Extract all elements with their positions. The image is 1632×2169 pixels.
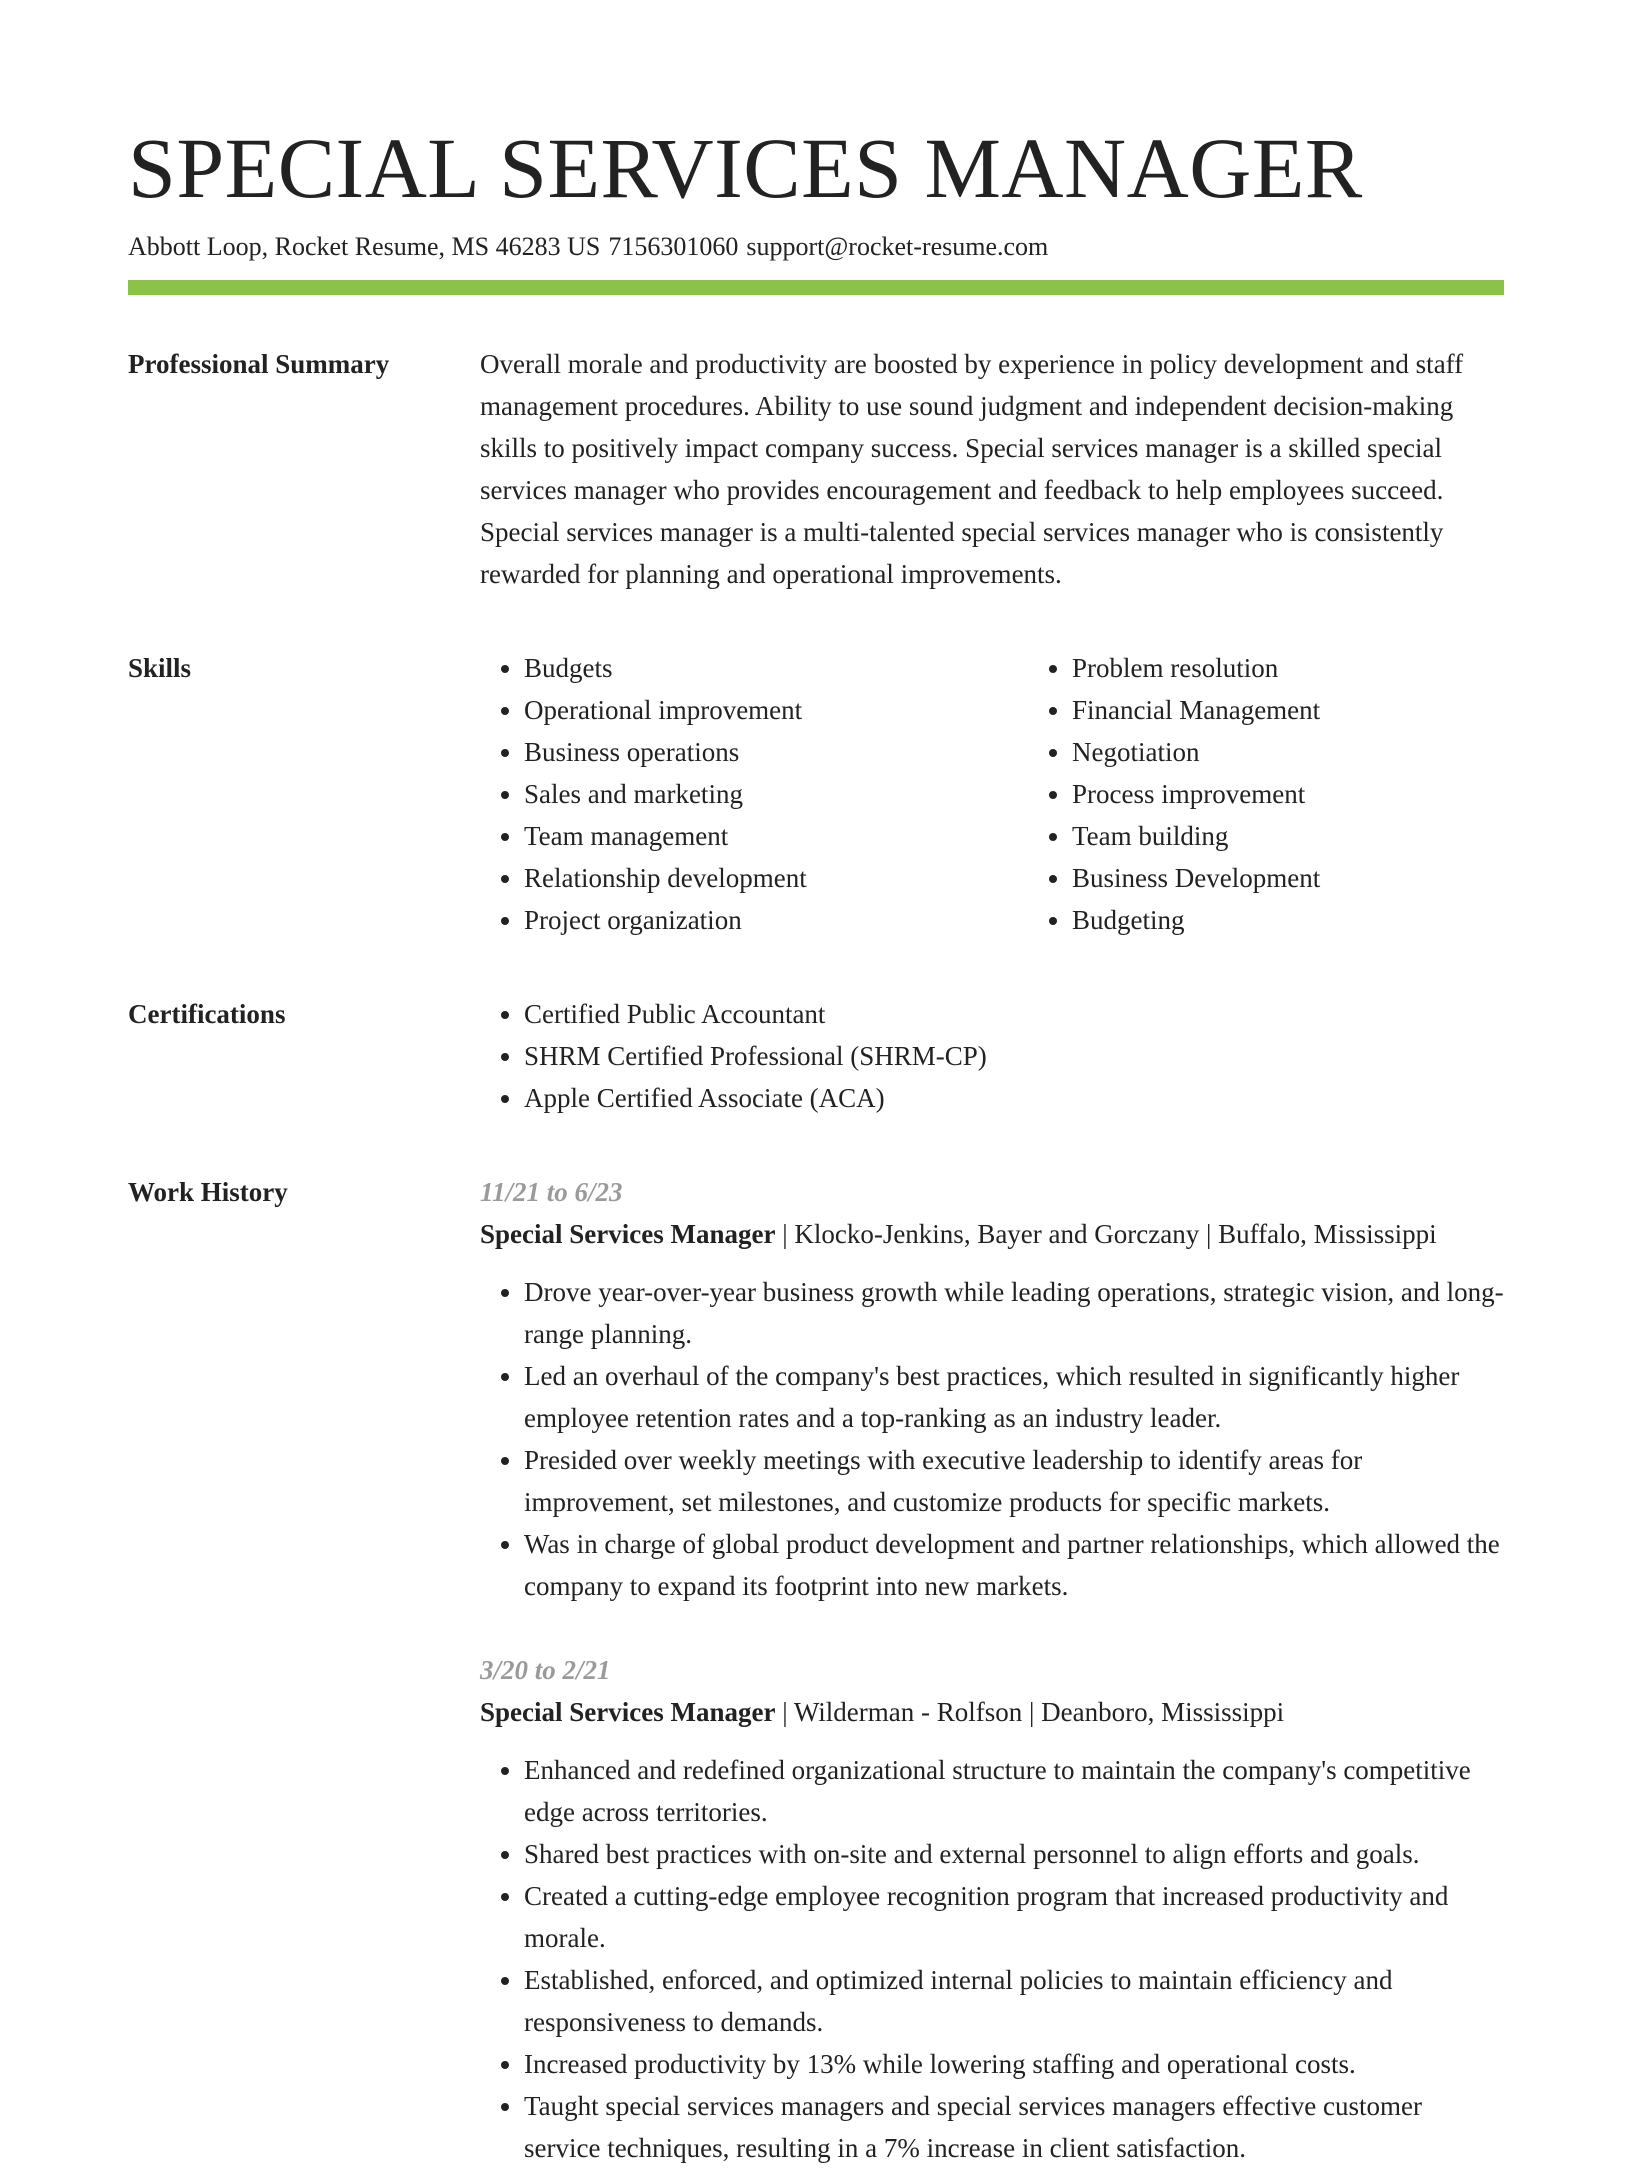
- header-divider: [128, 280, 1504, 295]
- skill-item: • Business operations: [524, 731, 1028, 773]
- job-heading-line: [480, 1691, 1504, 1733]
- work-history-heading: Work History: [128, 1177, 288, 1207]
- job-bullet: • Established, enforced, and optimized internal policies to maintain efficiency and responsiveness to demands.: [524, 1959, 1504, 2043]
- skill-item: • Business Development: [1072, 857, 1576, 899]
- job-dates: 3/20 to 2/21: [480, 1655, 611, 1685]
- job-bullet: • Increased productivity by 13% while lowering staffing and operational costs.: [524, 2043, 1504, 2085]
- skill-item: • Problem resolution: [1072, 647, 1576, 689]
- skills-list-left: [480, 647, 1028, 941]
- job-bullets: [480, 1749, 1504, 2169]
- job-bullet: • Led an overhaul of the company's best practices, which resulted in significantly higher employee retention rates and a top-ranking as an industry leader.: [524, 1355, 1504, 1439]
- job-title: Special Services Manager: [480, 1697, 776, 1727]
- job-bullet: • Created a cutting-edge employee recognition program that increased productivity and morale.: [524, 1875, 1504, 1959]
- job-bullet: • Was in charge of global product development and partner relationships, which allowed the company to expand its footprint into new markets.: [524, 1523, 1504, 1607]
- skill-item: • Negotiation: [1072, 731, 1576, 773]
- resume-page: [128, 118, 1504, 2169]
- certifications-section: [128, 993, 1504, 1119]
- skill-item: • Team management: [524, 815, 1028, 857]
- job-bullet: • Shared best practices with on-site and external personnel to align efforts and goals.: [524, 1833, 1504, 1875]
- job-bullet: • Enhanced and redefined organizational structure to maintain the company's competitive edge across territories.: [524, 1749, 1504, 1833]
- skills-list-right: [1028, 647, 1576, 941]
- job-heading-line: [480, 1213, 1504, 1255]
- work-history-section: [128, 1171, 1504, 2169]
- summary-heading: Professional Summary: [128, 349, 390, 379]
- job-bullet: • Presided over weekly meetings with executive leadership to identify areas for improvement, set milestones, and customize products for specific markets.: [524, 1439, 1504, 1523]
- skill-item: • Team building: [1072, 815, 1576, 857]
- certifications-heading: Certifications: [128, 999, 286, 1029]
- summary-section: [128, 343, 1504, 595]
- job-bullet: • Taught special services managers and special services managers effective customer service techniques, resulting in a 7% increase in client satisfaction.: [524, 2085, 1504, 2169]
- job-dates: 11/21 to 6/23: [480, 1177, 623, 1207]
- certifications-list: [480, 993, 1504, 1119]
- summary-text: Overall morale and productivity are boosted by experience in policy development and staff management procedures. Ability to use sound judgment and independent decision-making skills to positively impact company success. Special services manager is a skilled special services manager who provides encouragement and feedback to help employees succeed. Special services manager is a multi-talented special services manager who is consistently rewarded for planning and operational improvements.: [480, 349, 1464, 589]
- job-bullet: • Drove year-over-year business growth while leading operations, strategic vision, and long-range planning.: [524, 1271, 1504, 1355]
- certification-item: • Apple Certified Associate (ACA): [524, 1077, 1504, 1119]
- contact-email: support@rocket-resume.com: [746, 232, 1049, 261]
- job-company-location: | Klocko-Jenkins, Bayer and Gorczany | Buffalo, Mississippi: [775, 1219, 1437, 1249]
- job-title: Special Services Manager: [480, 1219, 776, 1249]
- certification-item: • Certified Public Accountant: [524, 993, 1504, 1035]
- job-company-location: | Wilderman - Rolfson | Deanboro, Mississippi: [775, 1697, 1285, 1727]
- skill-item: • Sales and marketing: [524, 773, 1028, 815]
- skills-heading: Skills: [128, 653, 192, 683]
- skills-section: [128, 647, 1504, 941]
- skill-item: • Budgeting: [1072, 899, 1576, 941]
- job-entry: [480, 1171, 1504, 1607]
- contact-line: [128, 230, 1504, 264]
- certification-item: • SHRM Certified Professional (SHRM-CP): [524, 1035, 1504, 1077]
- skill-item: • Process improvement: [1072, 773, 1576, 815]
- skill-item: • Budgets: [524, 647, 1028, 689]
- skill-item: • Relationship development: [524, 857, 1028, 899]
- skill-item: • Operational improvement: [524, 689, 1028, 731]
- skill-item: • Financial Management: [1072, 689, 1576, 731]
- resume-title: SPECIAL SERVICES MANAGER: [128, 120, 1363, 216]
- skill-item: • Project organization: [524, 899, 1028, 941]
- contact-address: Abbott Loop, Rocket Resume, MS 46283 US: [128, 232, 601, 261]
- job-entry: [480, 1649, 1504, 2169]
- job-bullets: [480, 1271, 1504, 1607]
- contact-phone: 7156301060: [608, 232, 739, 261]
